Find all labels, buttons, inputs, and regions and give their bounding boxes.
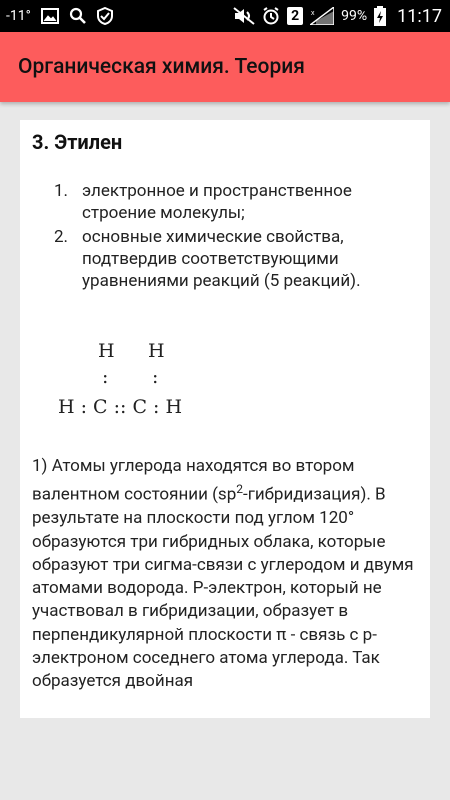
shield-icon xyxy=(97,7,113,25)
formula-bond-right: : xyxy=(152,366,159,388)
battery-percent: 99% xyxy=(341,8,368,24)
list-number: 1. xyxy=(54,181,69,201)
signal-icon xyxy=(310,7,334,25)
alarm-icon xyxy=(262,7,280,25)
list-number: 2. xyxy=(54,227,69,247)
content-card[interactable] xyxy=(20,120,430,718)
paragraph-superscript: 2 xyxy=(236,482,243,497)
formula-main-line: H : C :: C : H xyxy=(58,396,183,418)
paragraph-text-rest: -гибридизация). В результате на плоскости под углом 120° образуются три гибридных облака, которые образуют три сигма-связи с углеродом и двумя атомами водорода. Р-электрон, который не участвовал в гибридизации, образует в перпендикулярной плоскости π - связь с р-электроном соседнего атома углерода. Так образуется двойная xyxy=(32,484,414,692)
sim-icon: 2 xyxy=(287,7,303,25)
search-icon xyxy=(69,7,87,25)
formula-bond-left: : xyxy=(102,366,109,388)
svg-text:x: x xyxy=(311,10,315,17)
status-bar xyxy=(0,0,450,32)
formula-h-top-left: H xyxy=(98,340,115,362)
formula-h-top-right: H xyxy=(148,340,165,362)
status-right xyxy=(233,0,442,32)
paragraph-text-start: 1) Атомы углерода находятся во втором валентном состоянии (sp xyxy=(32,456,355,505)
section-heading: 3. Этилен xyxy=(32,130,123,154)
list-text: электронное и пространственное строение молекулы; xyxy=(82,181,352,223)
list-text: основные химические свойства, подтвердив соответствующими уравнениями реакций (5 реакций). xyxy=(82,227,361,291)
clock: 11:17 xyxy=(397,5,442,27)
status-left xyxy=(6,0,113,32)
list-item xyxy=(54,226,414,292)
task-list xyxy=(54,180,414,294)
list-item xyxy=(54,180,414,224)
app-title: Органическая химия. Теория xyxy=(18,55,305,79)
image-icon xyxy=(41,8,59,24)
mute-icon xyxy=(233,7,255,25)
explanation-paragraph xyxy=(32,455,424,694)
app-bar xyxy=(0,32,450,102)
ethylene-electron-formula xyxy=(58,340,218,430)
battery-icon xyxy=(374,6,386,26)
temperature: -11° xyxy=(6,8,31,24)
